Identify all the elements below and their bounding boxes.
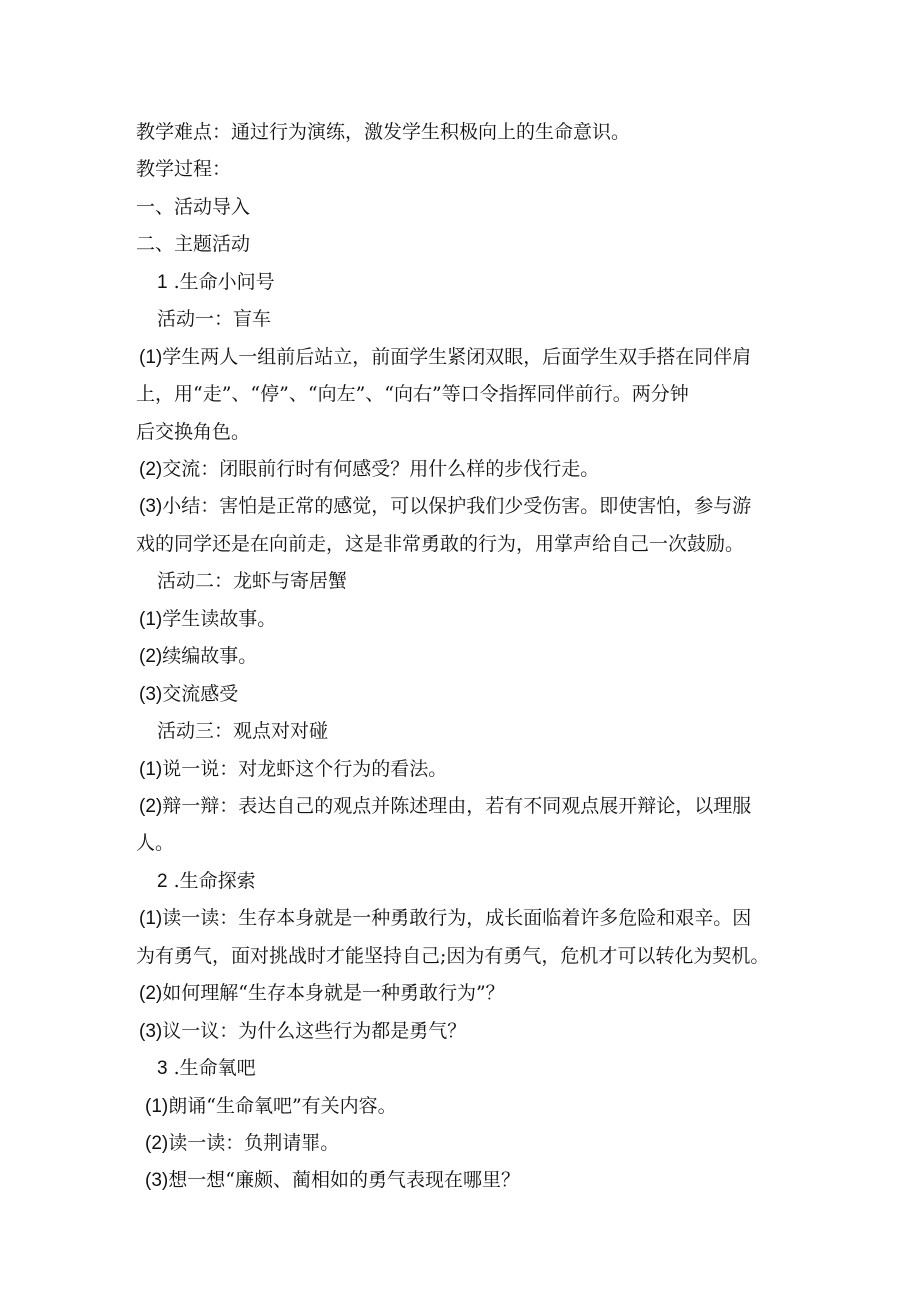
subsection-number: 2	[157, 871, 168, 892]
step-text: 如何理解“生存本身就是一种勇敢行为”？	[162, 982, 505, 1004]
subsection-number: 1	[157, 272, 168, 293]
oxygen-step3	[145, 1168, 520, 1193]
process-heading: 教学过程：	[136, 158, 232, 180]
explore-step1	[139, 906, 751, 931]
step-text: 交流：闭眼前行时有何感受？用什么样的步伐行走。	[162, 458, 600, 480]
activity-two-step2	[139, 644, 257, 669]
explore-step1-cont: 为有勇气，面对挑战时才能坚持自己;因为有勇气，危机才可以转化为契机。	[136, 945, 770, 967]
step-text: 朗诵“生命氧吧”有关内容。	[168, 1095, 397, 1117]
step-text: 交流感受	[162, 683, 239, 705]
activity-one-title: 活动一：盲车	[157, 308, 272, 330]
step-text: 续编故事。	[162, 645, 258, 667]
activity-three-title: 活动三：观点对对碰	[157, 720, 329, 742]
step-number: (2)	[139, 796, 163, 817]
step-number: (2)	[139, 983, 163, 1004]
step-text: 说一说：对龙虾这个行为的看法。	[162, 758, 448, 780]
step-number: (1)	[145, 1096, 169, 1117]
step-number: (2)	[139, 646, 163, 667]
step-number: (3)	[139, 684, 163, 705]
step-text: 学生读故事。	[162, 608, 277, 630]
activity-one-step2	[139, 457, 599, 482]
activity-one-step1	[139, 345, 751, 370]
step-text: 小结：害怕是正常的感觉，可以保护我们少受伤害。即使害怕，参与游	[162, 495, 752, 517]
explore-step2	[139, 981, 505, 1006]
section-activity-intro: 一、活动导入	[136, 196, 251, 218]
activity-one-step3	[139, 494, 751, 519]
activity-two-title: 活动二：龙虾与寄居蟹	[157, 570, 348, 592]
activity-one-step1-cont2: 后交换角色。	[136, 421, 251, 443]
step-number: (1)	[139, 609, 163, 630]
activity-two-step3	[139, 682, 238, 707]
subsection-title: .生命氧吧	[167, 1057, 256, 1079]
subsection-life-oxygen	[157, 1056, 256, 1081]
teaching-difficulty: 教学难点：通过行为演练，激发学生积极向上的生命意识。	[136, 121, 631, 143]
section-theme-activity: 二、主题活动	[136, 233, 251, 255]
step-text: 读一读：负荆请罪。	[168, 1132, 340, 1154]
step-text: 想一想“廉颇、蔺相如的勇气表现在哪里？	[168, 1169, 520, 1191]
explore-step3	[139, 1019, 466, 1044]
step-number: (1)	[139, 759, 163, 780]
step-text: 读一读：生存本身就是一种勇敢行为，成长面临着许多危险和艰辛。因	[162, 907, 752, 929]
step-number: (3)	[139, 1021, 163, 1042]
activity-one-step1-cont: 上，用“走”、“停”、“向左”、“向右”等口令指挥同伴前行。两分钟	[136, 383, 689, 405]
activity-three-step1	[139, 757, 447, 782]
step-number: (2)	[145, 1133, 169, 1154]
oxygen-step2	[145, 1131, 339, 1156]
activity-three-step2-cont: 人。	[136, 832, 175, 854]
step-text: 学生两人一组前后站立，前面学生紧闭双眼，后面学生双手搭在同伴肩	[162, 346, 752, 368]
subsection-life-question	[157, 270, 275, 295]
subsection-life-explore	[157, 869, 256, 894]
step-number: (3)	[139, 496, 163, 517]
step-number: (3)	[145, 1170, 169, 1191]
oxygen-step1	[145, 1094, 397, 1119]
step-text: 辩一辩：表达自己的观点并陈述理由，若有不同观点展开辩论，以理服	[162, 795, 752, 817]
step-number: (1)	[139, 347, 163, 368]
activity-three-step2	[139, 794, 751, 819]
step-text: 议一议：为什么这些行为都是勇气？	[162, 1020, 467, 1042]
subsection-title: .生命探索	[167, 870, 256, 892]
activity-one-step3-cont: 戏的同学还是在向前走，这是非常勇敢的行为，用掌声给自己一次鼓励。	[136, 533, 745, 555]
activity-two-step1	[139, 607, 276, 632]
subsection-number: 3	[157, 1058, 168, 1079]
step-number: (1)	[139, 908, 163, 929]
step-number: (2)	[139, 459, 163, 480]
subsection-title: .生命小问号	[167, 271, 275, 293]
